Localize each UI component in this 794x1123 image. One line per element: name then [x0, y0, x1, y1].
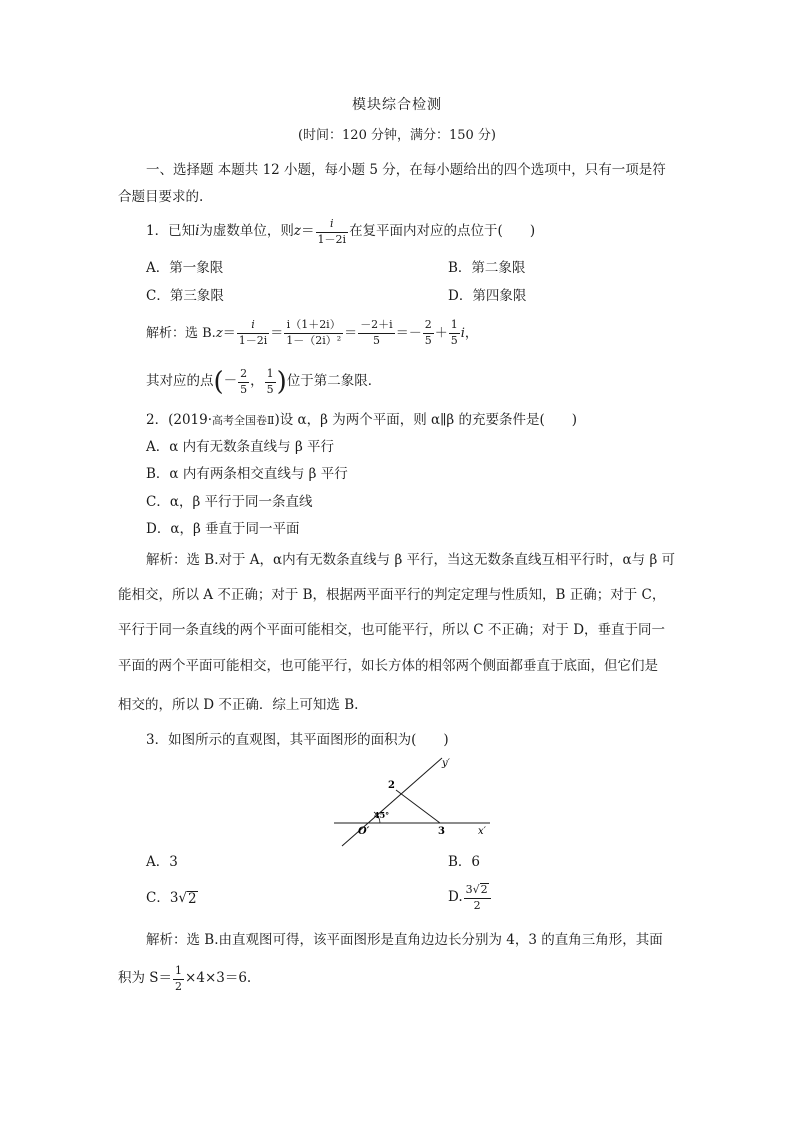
q1-point-frac1-num: 2 — [238, 368, 249, 383]
q3-sol-frac-num: 1 — [173, 965, 184, 980]
q3-sol-text-b: ×4×3＝6. — [185, 970, 252, 987]
q1-solution-line1 — [146, 316, 478, 350]
q1-point-comma: ， — [250, 373, 264, 390]
q3-optd-num — [464, 883, 491, 899]
page-title: 模块综合检测 — [352, 97, 442, 113]
q1-sol-i: i — [460, 325, 465, 341]
q1-point-neg: － — [223, 373, 238, 390]
q1-option-c: C．第三象限 — [146, 288, 224, 304]
section-instructions-line1: 一、选择题 本题共 12 小题，每小题 5 分，在每小题给出的四个选项中，只有一项是符 — [146, 162, 666, 178]
question-3-stem: 3．如图所示的直观图，其平面图形的面积为( ) — [146, 732, 449, 748]
q1-sol2-text-b: 位于第二象限． — [286, 373, 382, 390]
q1-text-c: 在复平面内对应的点位于( ) — [349, 223, 536, 240]
q3-optd-prefix: D. — [448, 889, 463, 906]
q2-solution-line4: 平面的两个平面可能相交，也可能平行，如长方体的相邻两个侧面都垂直于底面，但它们是 — [118, 658, 658, 674]
q2-solution-line1: 解析：选 B.对于 A，α内有无数条直线与 β 平行，当这无数条直线互相平行时，α与 β 可 — [146, 552, 676, 568]
q2-stem-b: )设 α，β 为两个平面，则 α∥β 的充要条件是( ) — [274, 412, 578, 428]
q3-sol-fraction — [173, 965, 184, 993]
q1-option-a: A．第一象限 — [146, 260, 224, 276]
q1-sol-frac4-num: 2 — [423, 319, 434, 334]
q3-oblique-figure — [330, 752, 500, 852]
q2-option-c: C．α，β 平行于同一条直线 — [146, 494, 313, 510]
q2-option-d: D．α，β 垂直于同一平面 — [146, 521, 300, 537]
q1-sol-frac4-den: 5 — [424, 333, 432, 347]
q1-point-frac2 — [265, 368, 276, 396]
q3-sol-frac-den: 2 — [175, 979, 183, 993]
question-1-stem — [146, 218, 535, 246]
q1-point-frac1 — [238, 368, 249, 396]
vertex-label-2: 2 — [388, 780, 395, 791]
q1-option-d: D．第四象限 — [448, 288, 527, 304]
q3-optd-fraction — [464, 883, 491, 912]
q1-frac-num: i — [316, 218, 349, 233]
origin-label: O′ — [358, 826, 370, 837]
q3-optd-num-coef: 3 — [465, 883, 473, 897]
q2-option-b: B．α 内有两条相交直线与 β 平行 — [146, 466, 348, 482]
q1-sol-eq4: ＝－ — [395, 325, 422, 341]
q1-text-a: 1．已知 — [146, 223, 196, 240]
q3-optd-den: 2 — [473, 899, 481, 912]
radical-sign-icon: √ — [472, 883, 480, 897]
q1-sol-frac3 — [358, 319, 395, 347]
q1-point-close-paren: ) — [276, 367, 287, 397]
q1-sol-frac1-num: i — [237, 319, 270, 334]
q1-sol-frac4 — [423, 319, 434, 347]
q1-eq: ＝ — [301, 223, 315, 240]
q2-solution-line3: 平行于同一条直线的两个平面可能相交，也可能平行，所以 C 不正确；对于 D，垂直于同一 — [118, 622, 666, 638]
y-axis-line — [342, 758, 442, 846]
q3-option-b: B．6 — [448, 854, 481, 870]
q2-solution-line5: 相交的，所以 D 不正确．综上可知选 B. — [118, 697, 359, 713]
q2-stem-a: 2．(2019· — [146, 412, 213, 428]
q1-point-open-paren: ( — [213, 367, 224, 397]
exam-info: (时间：120 分钟，满分：150 分) — [297, 128, 497, 143]
q1-sol-frac3-num: －2＋i — [358, 319, 395, 334]
q1-sol-frac1-den: 1－2i — [238, 333, 268, 347]
x-axis-label: x′ — [478, 826, 486, 837]
q1-sol-frac2 — [284, 319, 343, 347]
q1-frac-den: 1－2i — [317, 232, 347, 246]
q3-solution-line1: 解析：选 B.由直观图可得，该平面图形是直角边边长分别为 4，3 的直角三角形，其面 — [146, 932, 663, 948]
q1-var-i: i — [195, 223, 200, 240]
q1-sol-eq3: ＝ — [344, 325, 358, 341]
q1-sol-frac5-den: 5 — [450, 333, 458, 347]
q1-sol-frac2-num: i（1＋2i） — [284, 319, 343, 334]
q3-solution-line2 — [118, 962, 251, 996]
q1-point-frac1-den: 5 — [240, 382, 248, 396]
q3-optc-prefix: C．3 — [146, 890, 179, 907]
q1-sol-frac2-den: 1－（2i）² — [286, 333, 342, 347]
q1-text-b: 为虚数单位，则 — [199, 223, 294, 240]
q1-sol-eq1: ＝ — [222, 325, 236, 341]
q3-option-c — [146, 888, 198, 910]
question-2-stem — [146, 414, 577, 428]
q1-sol-frac5 — [449, 319, 460, 347]
q3-optd-num-radicand: 2 — [480, 883, 488, 897]
q1-sol-z: z — [215, 325, 223, 341]
q1-fraction — [316, 218, 349, 246]
q2-source-label: 高考全国卷Ⅱ — [212, 414, 275, 428]
q1-sol-eq2: ＝ — [270, 325, 284, 341]
q1-point-frac2-den: 5 — [266, 382, 274, 396]
q1-point-frac2-num: 1 — [265, 368, 276, 383]
q1-sol2-text-a: 其对应的点 — [146, 373, 214, 390]
q1-sol-frac5-num: 1 — [449, 319, 460, 334]
q2-option-a: A．α 内有无数条直线与 β 平行 — [146, 439, 335, 455]
y-axis-label: y′ — [442, 758, 450, 769]
section-instructions-line2: 合题目要求的. — [118, 189, 204, 205]
q1-sol-prefix: 解析：选 B. — [146, 325, 216, 341]
q2-solution-line2: 能相交，所以 A 不正确；对于 B，根据两平面平行的判定定理与性质知，B 正确；对于 C， — [118, 587, 666, 603]
q1-option-b: B．第二象限 — [448, 260, 526, 276]
q1-sol-end: ， — [464, 325, 478, 341]
q1-var-z: z — [293, 223, 302, 240]
q3-option-d — [448, 880, 492, 916]
triangle-side-line — [396, 790, 440, 823]
q3-sol-text-a: 积为 S＝ — [118, 970, 173, 987]
q1-sol-frac1 — [237, 319, 270, 347]
q1-sol-frac3-den: 5 — [372, 333, 380, 347]
radical-sign-icon: √ — [178, 890, 188, 907]
q1-sol-plus: ＋ — [434, 325, 448, 341]
angle-label: 45° — [374, 810, 390, 820]
vertex-label-3: 3 — [438, 826, 445, 837]
q3-option-a: A．3 — [146, 854, 178, 870]
q3-optc-radicand: 2 — [188, 891, 197, 908]
q1-solution-line2 — [146, 364, 381, 400]
